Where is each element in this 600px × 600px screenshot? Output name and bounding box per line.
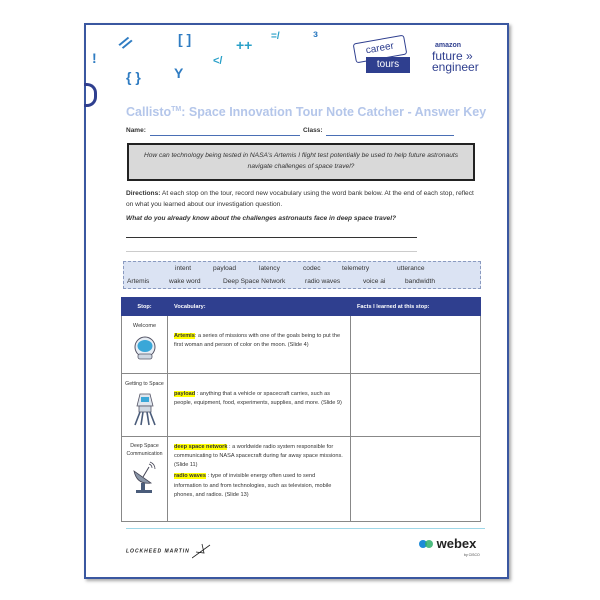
investigation-question: How can technology being tested in NASA's Artemis I flight test potentially be used to help future astronauts navigate challenges of space travel? (143, 152, 459, 170)
directions-text: At each stop on the tour, record new vocabulary using the word bank below. At the end of each stop, reflect on what you learned about our investigation question. (126, 190, 474, 208)
vocab-term: deep space network (174, 443, 228, 450)
webex-icon (419, 539, 433, 549)
future-engineer-logo (432, 51, 479, 73)
vocabulary-cell (168, 436, 351, 521)
decorative-shape-icon: [ ] (178, 31, 192, 47)
decorative-shape-icon: ++ (236, 37, 253, 53)
name-field[interactable] (150, 135, 300, 136)
logo-text: engineer (432, 60, 479, 74)
facts-cell[interactable] (351, 436, 481, 521)
table-row (122, 374, 481, 437)
logo-text: tours (376, 59, 400, 70)
decorative-shape-icon: ɜ (313, 29, 318, 40)
answer-line[interactable] (126, 237, 417, 238)
worksheet-page (84, 23, 509, 579)
word-bank-row (124, 278, 480, 285)
word-bank-word: Deep Space Network (223, 278, 286, 285)
name-label: Name: (126, 127, 146, 134)
investigation-question-box (127, 143, 475, 181)
title-text: Callisto (126, 105, 172, 119)
answer-line[interactable] (126, 251, 417, 252)
directions-label: Directions: (126, 190, 161, 197)
stop-cell (122, 316, 168, 374)
stop-name: Welcome (132, 323, 157, 329)
trademark: TM (171, 105, 182, 113)
word-bank-word: utterance (397, 265, 425, 272)
stop-cell (122, 374, 168, 437)
amazon-logo: amazon (435, 42, 462, 49)
word-bank-word: bandwidth (405, 278, 436, 285)
word-bank-word: latency (259, 265, 280, 272)
logo-text: future (432, 49, 463, 63)
decorative-shape-icon: </ (213, 55, 223, 67)
decorative-shape-icon: ! (92, 50, 97, 66)
vocab-term: payload (174, 391, 196, 397)
logo-text: career (364, 40, 395, 57)
class-label: Class: (303, 127, 323, 134)
logo-text: LOCKHEED MARTIN (126, 548, 190, 555)
vocab-term: radio waves (174, 473, 207, 480)
vocab-term: Artemis (174, 333, 195, 339)
cisco-tagline: by CISCO (464, 553, 480, 557)
column-header-vocabulary: Vocabulary: (168, 298, 351, 316)
word-bank-word: Artemis (127, 278, 150, 285)
stop-cell (122, 436, 168, 521)
directions (126, 189, 476, 211)
webex-logo (419, 536, 476, 551)
note-table (121, 297, 481, 522)
decorative-shape-icon: Y (174, 65, 184, 81)
facts-cell[interactable] (351, 374, 481, 437)
vocabulary-cell (168, 316, 351, 374)
decorative-shape-icon: { } (126, 69, 141, 85)
word-bank-word: payload (213, 265, 237, 272)
table-row (122, 436, 481, 521)
word-bank-word: intent (175, 265, 192, 272)
stop-name: Deep Space Communication (126, 442, 163, 457)
word-bank-row (124, 265, 480, 272)
word-bank-word: radio waves (305, 278, 341, 285)
word-bank-word: voice ai (363, 278, 386, 285)
career-tours-logo-lower (366, 57, 410, 73)
title-text: : Space Innovation Tour Note Catcher - Answer Key (181, 105, 487, 119)
vocab-definition: : anything that a vehicle or spacecraft carries, such as people, equipment, food, experiments, supplies, and more. (Slide 9) (174, 391, 342, 407)
vocab-definition: : a series of missions with one of the goals being to put the first woman and person of color on the moon. (Slide 4) (174, 333, 341, 349)
column-header-stop: Stop: (122, 298, 168, 316)
footer-divider (126, 528, 485, 529)
vocabulary-cell (168, 374, 351, 437)
decorative-shape-icon (84, 83, 97, 107)
logo-text: » (466, 49, 473, 63)
word-bank-word: codec (303, 265, 321, 272)
word-bank (123, 261, 481, 289)
class-field[interactable] (326, 135, 454, 136)
lockheed-star-icon (192, 543, 212, 559)
spacecraft-lander-icon (133, 392, 157, 426)
table-header (122, 298, 481, 316)
word-bank-word: wake word (169, 278, 201, 285)
astronaut-helmet-icon (133, 335, 157, 361)
vocab-definition: : a worldwide radio system responsible for communicating to NASA spacecraft during far away space missions. (Slide 11) (174, 443, 343, 469)
vocab-definition: : type of invisible energy often used to send information to and from technologies, such as television, mobile phones, and radios. (Slide 13) (174, 473, 332, 498)
lockheed-martin-logo (126, 543, 212, 559)
word-bank-word: telemetry (342, 265, 370, 272)
prior-knowledge-question: What do you already know about the challenges astronauts face in deep space travel? (126, 215, 397, 222)
column-header-facts: Facts I learned at this stop: (351, 298, 481, 316)
table-row (122, 316, 481, 374)
decorative-shape-icon: // (115, 34, 134, 53)
decorative-shape-icon: =/ (271, 31, 280, 42)
facts-cell[interactable] (351, 316, 481, 374)
logo-text: webex (436, 536, 477, 551)
satellite-dish-icon (131, 461, 159, 495)
stop-name: Getting to Space (125, 381, 164, 387)
page-title (126, 105, 486, 119)
